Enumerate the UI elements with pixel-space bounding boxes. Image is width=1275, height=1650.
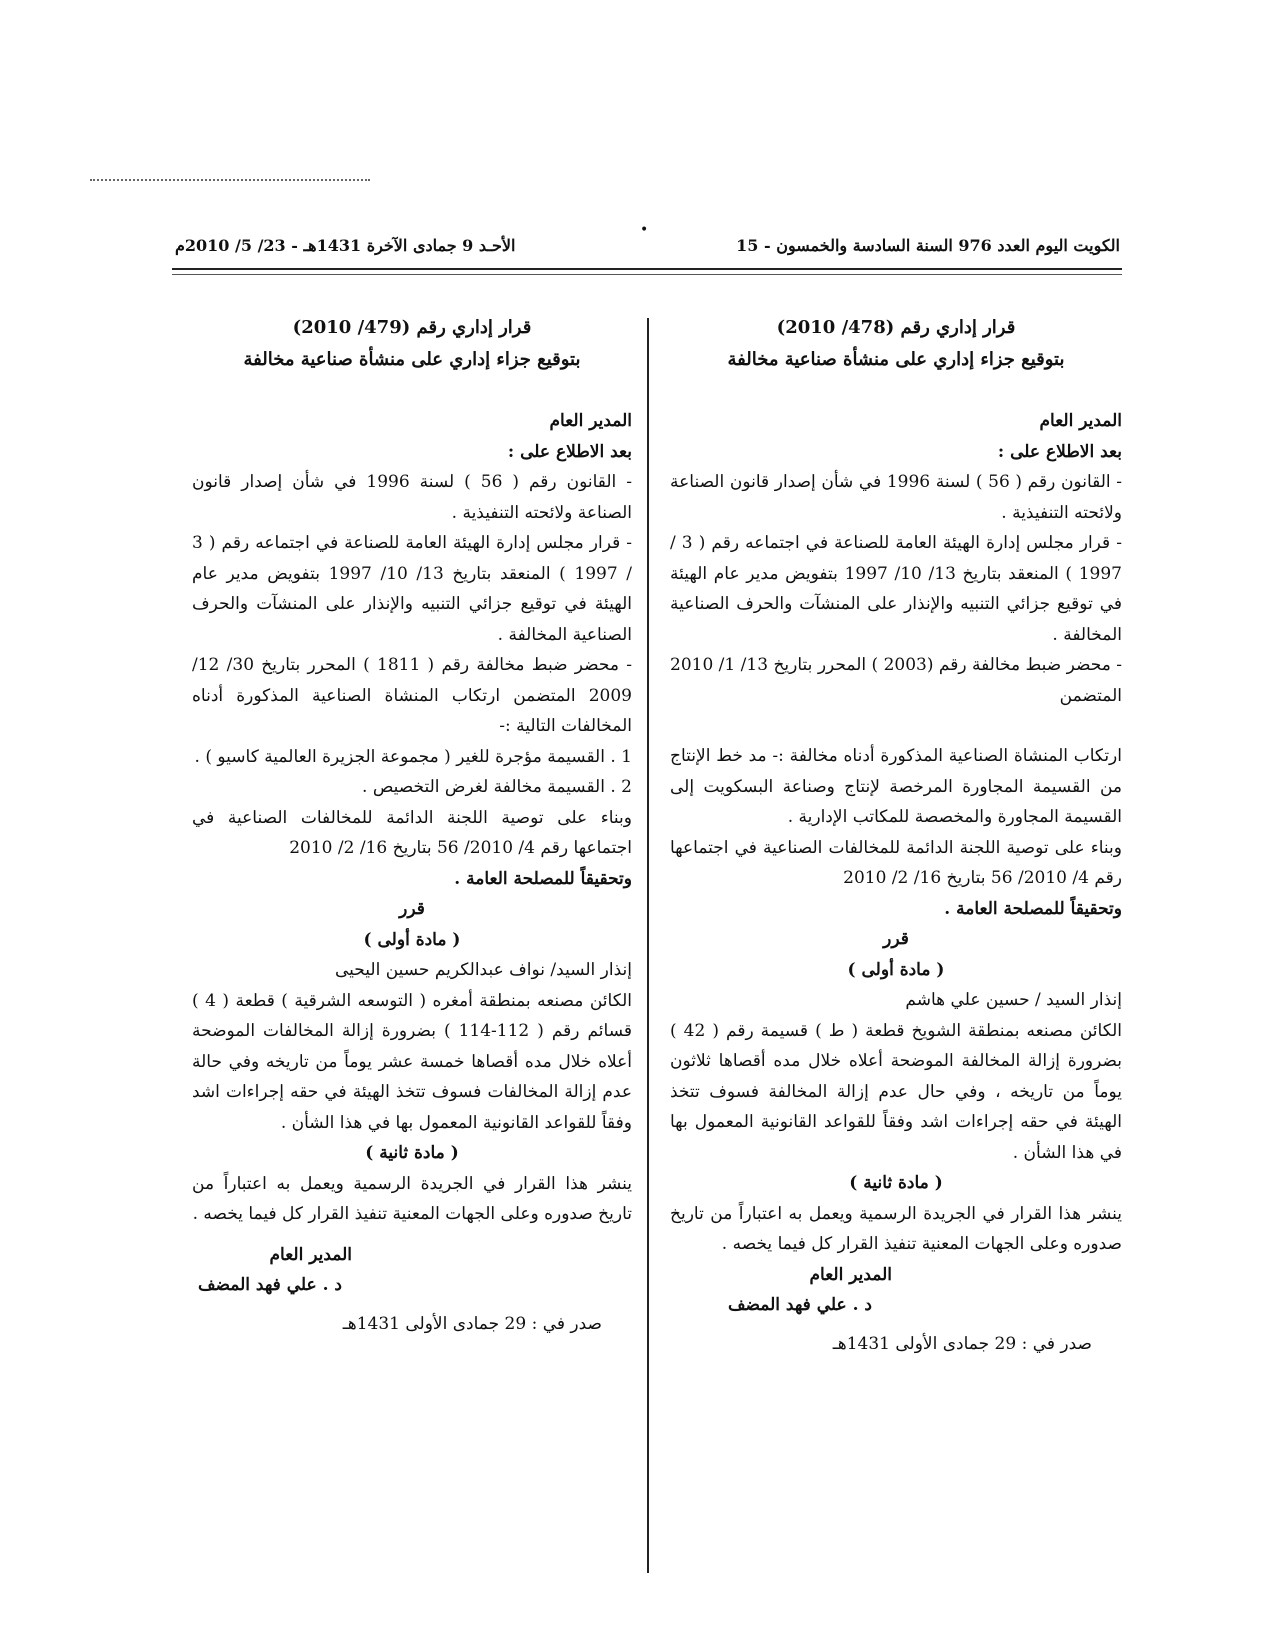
paragraph-article-one: الكائن مصنعه بمنطقة الشويخ قطعة ( ط ) قسيمة رقم ( 42 ) بضرورة إزالة المخالفة الموضحة أعلاه خلال مده أقصاها ثلاثون يوماً من تاريخه ، وفي حال عدم إزالة المخالفة فسوف تتخذ الهيئة في حقه إجراءات اشد وفقاً للقواعد القانونية المعمول بها في هذا الشأن . — [670, 1020, 1122, 1163]
column-divider — [647, 318, 649, 1573]
paragraph-committee: وبناء على توصية اللجنة الدائمة للمخالفات الصناعية في اجتماعها رقم 4/ 2010/ 56 بتاريخ 16/ 2/ 2010 — [670, 837, 1122, 888]
paragraph-board-decision: - قرار مجلس إدارة الهيئة العامة للصناعة في اجتماعه رقم ( 3 / 1997 ) المنعقد بتاريخ 13/ 10/ 1997 بتفويض مدير عام الهيئة في توقيع جزائي التنبيه والإنذار على المنشآت والحرف الصناعية المخالفة . — [670, 533, 1122, 645]
paragraph-law: - القانون رقم ( 56 ) لسنة 1996 في شأن إصدار قانون الصناعة ولائحته التنفيذية . — [670, 472, 1122, 523]
top-dotted-line — [90, 179, 370, 181]
violation-item-1: 1 . القسيمة مؤجرة للغير ( مجموعة الجزيرة العالمية كاسيو ) . — [194, 746, 632, 767]
decision-478-column — [670, 312, 1122, 1359]
decided-heading: قرر — [883, 929, 909, 949]
article-two-heading: ( مادة ثانية ) — [849, 1173, 943, 1193]
paragraph-article-one: الكائن مصنعه بمنطقة أمغره ( التوسعه الشرقية ) قطعة ( 4 ) قسائم رقم ( 112-114 ) بضرورة إزالة المخالفات الموضحة أعلاه خلال مده أقصاها خمسة عشر يوماً من تاريخه وفي حالة عدم إزالة المخالفات فسوف تتخذ الهيئة في حقه إجراءات اشد وفقاً للقواعد القانونية المعمول بها في هذا الشأن . — [192, 990, 632, 1133]
article-one-heading: ( مادة أولى ) — [363, 929, 461, 950]
issued-date: صدر في : 29 جمادى الأولى 1431هـ — [832, 1333, 1092, 1354]
decision-title: قرار إداري رقم (479/ 2010) — [292, 317, 532, 338]
intro-line: بعد الاطلاع على : — [997, 441, 1122, 462]
article-two-heading: ( مادة ثانية ) — [365, 1143, 459, 1163]
signature-role: المدير العام — [269, 1244, 352, 1265]
page-header — [175, 228, 1120, 268]
article-one-heading: ( مادة أولى ) — [847, 959, 945, 980]
signature-name: د . علي فهد المضف — [197, 1275, 342, 1295]
paragraph-violation-report: - محضر ضبط مخالفة رقم (2003 ) المحرر بتاريخ 13/ 1/ 2010 المتضمن — [670, 655, 1123, 706]
paragraph-article-two: ينشر هذا القرار في الجريدة الرسمية ويعمل به اعتباراً من تاريخ صدوره وعلى الجهات المعنية تنفيذ القرار كل فيما يخصه . — [192, 1173, 632, 1224]
violation-item-2: 2 . القسيمة مخالفة لغرض التخصيص . — [362, 777, 632, 797]
director-role: المدير العام — [1039, 411, 1122, 431]
intro-line: بعد الاطلاع على : — [507, 441, 632, 462]
header-rule — [172, 268, 1122, 270]
header-left: الأحـد 9 جمادى الآخرة 1431هـ - 23/ 5/ 2010م — [175, 236, 516, 255]
public-interest-line: وتحقيقاً للمصلحة العامة . — [454, 868, 632, 889]
public-interest-line: وتحقيقاً للمصلحة العامة . — [944, 898, 1122, 919]
decision-subtitle: بتوقيع جزاء إداري على منشأة صناعية مخالفة — [243, 349, 581, 370]
director-role: المدير العام — [549, 411, 632, 431]
scan-mark: • — [640, 222, 649, 238]
warning-line: إنذار السيد/ نواف عبدالكريم حسين اليحيى — [334, 960, 632, 980]
issued-date: صدر في : 29 جمادى الأولى 1431هـ — [342, 1313, 602, 1334]
signature-role: المدير العام — [809, 1264, 892, 1285]
paragraph-violation-details: ارتكاب المنشاة الصناعية المذكورة أدناه مخالفة :- مد خط الإنتاج من القسيمة المجاورة المرخصة لإنتاج وصناعة البسكويت إلى القسيمة المجاورة والمخصصة للمكاتب الإدارية . — [670, 746, 1122, 827]
paragraph-article-two: ينشر هذا القرار في الجريدة الرسمية ويعمل به اعتباراً من تاريخ صدوره وعلى الجهات المعنية تنفيذ القرار كل فيما يخصه . — [670, 1203, 1122, 1254]
paragraph-law: - القانون رقم ( 56 ) لسنة 1996 في شأن إصدار قانون الصناعة ولائحته التنفيذية . — [192, 472, 632, 523]
decision-subtitle: بتوقيع جزاء إداري على منشأة صناعية مخالفة — [727, 349, 1065, 370]
paragraph-violation-report: - محضر ضبط مخالفة رقم ( 1811 ) المحرر بتاريخ 30/ 12/ 2009 المتضمن ارتكاب المنشاة الصناعية المذكورة أدناه المخالفات التالية :- — [192, 655, 633, 736]
paragraph-committee: وبناء على توصية اللجنة الدائمة للمخالفات الصناعية في اجتماعها رقم 4/ 2010/ 56 بتاريخ 16/ 2/ 2010 — [192, 807, 632, 858]
paragraph-board-decision: - قرار مجلس إدارة الهيئة العامة للصناعة في اجتماعه رقم ( 3 / 1997 ) المنعقد بتاريخ 13/ 10/ 1997 بتفويض مدير عام الهيئة في توقيع جزائي التنبيه والإنذار على المنشآت والحرف الصناعية المخالفة . — [192, 533, 633, 645]
signature-name: د . علي فهد المضف — [727, 1295, 872, 1315]
decided-heading: قرر — [399, 899, 425, 919]
warning-line: إنذار السيد / حسين علي هاشم — [905, 990, 1122, 1010]
decision-title: قرار إداري رقم (478/ 2010) — [776, 317, 1016, 338]
header-right: الكويت اليوم العدد 976 السنة السادسة والخمسون - 15 — [736, 236, 1120, 255]
header-rule-thin — [172, 274, 1122, 275]
decision-479-column — [192, 312, 632, 1339]
